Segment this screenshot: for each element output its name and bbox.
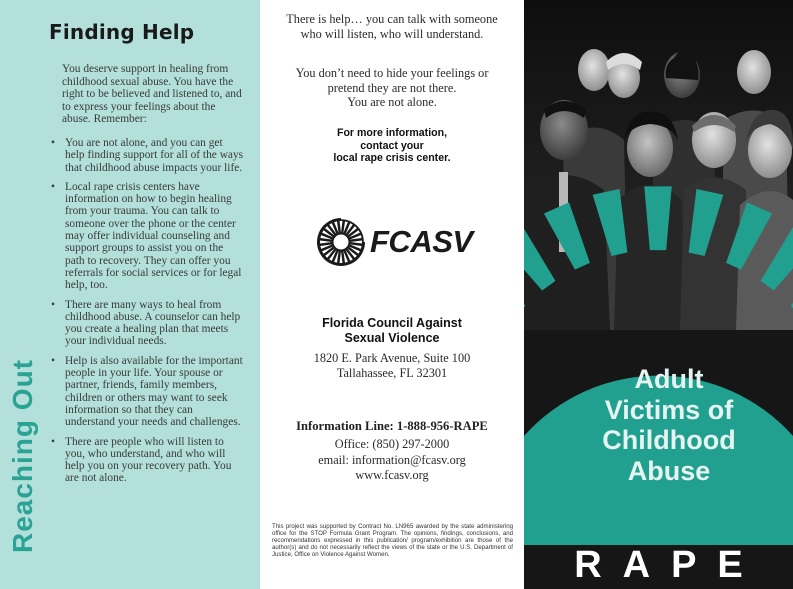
org-line-2: Sexual Violence: [344, 331, 440, 345]
help-paragraph: [260, 12, 524, 41]
cover-panel: [524, 0, 793, 589]
intro-paragraph: You deserve support in healing from childhood sexual abuse. You have the right to be believed and listened to, and to express your feelings about the abuse. Remember:: [62, 63, 242, 126]
list-item: • There are many ways to heal from childhood abuse. A counselor can help you create a healing plan that meets your individual needs.: [49, 299, 245, 348]
sunburst-logo-icon: [314, 211, 370, 271]
logo-wordmark: FCASV: [370, 224, 473, 259]
cover-title: [554, 364, 784, 486]
office-phone: Office: (850) 297-2000: [334, 437, 450, 451]
list-item: • Help is also available for the important people in your life. Your spouse or partner, friends, family members, children or others may want to seek information so that they can understand your needs and challenges.: [49, 355, 245, 429]
arch-ray: [689, 189, 724, 256]
arch-ray: [593, 189, 628, 256]
address: [260, 351, 524, 381]
title-line-2: Victims of: [604, 394, 734, 425]
arch-ray: [544, 202, 590, 269]
title-line-4: Abuse: [627, 455, 711, 486]
left-panel: [0, 0, 260, 589]
middle-panel: [260, 0, 524, 589]
arch-ray: [726, 202, 772, 269]
fcasv-logo: [314, 211, 473, 271]
help-line-1: There is help… you can talk with someone: [286, 12, 498, 26]
title-line-3: Childhood: [602, 425, 736, 455]
arch-ray: [644, 186, 671, 250]
information-line: Information Line: 1-888-956-RAPE: [296, 419, 488, 433]
grant-disclaimer: This project was supported by Contract No. LN965 awarded by the state administering office for the STOP Formula Grant Program. The opinions, findings, conclusions, and recommendations expressed in this publication/ program/exhibition are those of the author(s) and do not necessarily reflect the views of the state or the U.S. Department of Justice, Office on Violence Against Women.: [272, 523, 513, 559]
address-line-1: 1820 E. Park Avenue, Suite 100: [313, 351, 471, 365]
more-info-line-1: For more information,: [336, 127, 448, 139]
contact-details: [260, 437, 524, 484]
more-info-text: [260, 127, 524, 165]
organization-name: [260, 316, 524, 346]
feelings-line-1: You don’t need to hide your feelings or: [295, 66, 489, 80]
more-info-line-2: contact your: [360, 139, 424, 152]
title-line-1: Adult: [634, 364, 704, 394]
finding-help-heading: Finding Help: [49, 20, 195, 44]
list-item: • There are people who will listen to you, who understand, and who will help you on your recovery path. You are not alone.: [49, 436, 245, 485]
feelings-paragraph: [260, 66, 524, 110]
reaching-out-title: Reaching Out: [7, 358, 38, 554]
feelings-line-2: pretend they are not there.: [327, 80, 457, 95]
arch-ray: [761, 226, 793, 291]
rape-banner: RAPE: [574, 544, 764, 586]
org-line-1: Florida Council Against: [322, 316, 462, 330]
list-item: • You are not alone, and you can get help finding support for all of the ways that childhood abuse impacts your life.: [49, 137, 245, 174]
arch-ray: [524, 226, 555, 291]
address-line-2: Tallahassee, FL 32301: [336, 366, 448, 380]
list-item: • Local rape crisis centers have information on how to begin healing from your trauma. You can talk to someone over the phone or the center may offer individual counseling and support groups to assist you on the path to recovery. They can offer you referrals for social services or for legal help, too.: [49, 181, 245, 292]
website-link: www.fcasv.org: [355, 468, 429, 483]
support-list: [49, 137, 245, 492]
help-line-2: who will listen, who will understand.: [300, 26, 484, 41]
vertical-section-title: [0, 334, 46, 578]
email-address: email: information@fcasv.org: [318, 452, 466, 467]
feelings-line-3: You are not alone.: [347, 95, 437, 109]
more-info-line-3: local rape crisis center.: [333, 152, 451, 165]
